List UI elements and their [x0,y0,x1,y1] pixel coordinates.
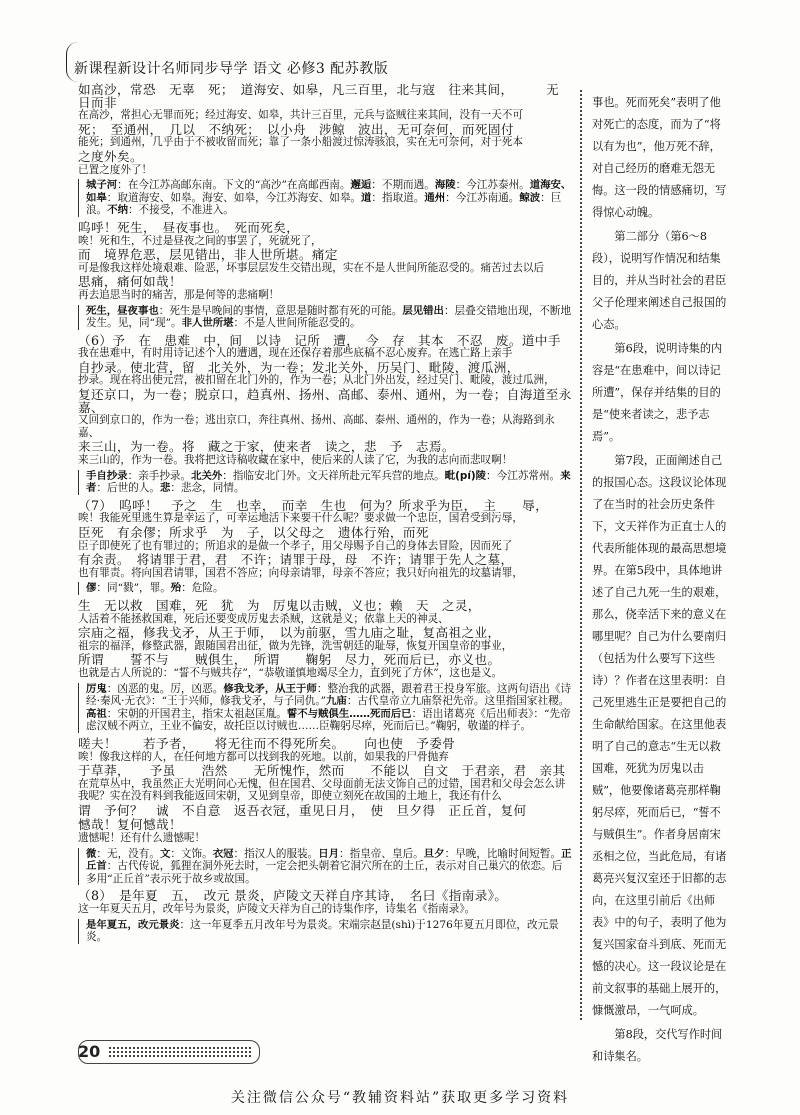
classical-text: 自抄录。使北营，留 北关外，为一卷；发北关外，历吴门、毗陵，渡瓜洲， [78,359,520,375]
text-paragraph [78,497,572,525]
classical-text: （7） 呜呼！ 予之 生 也幸， 而幸 生也 何为？所求乎为臣， 主 辱， [78,497,549,513]
text-paragraph [78,148,572,176]
text-paragraph [78,765,572,803]
translation-text: 在荒草丛中，我虽然正大光明问心无愧，但在国君、父母面前无法文饰自己的过错，国君和父母会怎么讲我呢？实在没有料到我能返回宋朝，又见到皇帝，即使立刻死在故国的土地上，我还有什么 [78,777,566,803]
classical-text: 所谓 誓不与 贼俱生， 所谓 鞠躬 尽力，死而后已，亦义也。 [78,652,501,668]
text-paragraph [78,84,572,122]
classical-text: 呜呼！死生， 昼夜事也。 死而死矣， [78,219,300,235]
text-paragraph [78,735,572,763]
text-paragraph [78,389,572,439]
analysis-paragraph: 第7段，正面阐述自己的报国心态。这段议论体现了在当时的社会历史条件下，文天祥作为正直士人的代表所能体现的最高思想境界。在第5段中，具体地讲述了自己九死一生的艰难，那么，侥幸活下来的意义在哪里呢？自己为什么要南归（包括为什么要写下这些诗）？作者在这里表明：自己死里逃生正是要把自己的生命献给国家。在这里他表明了自己的意志“生无以救国难，死犹为厉鬼以击贼”，他要像诸葛亮那样鞠躬尽瘁，死而后已，“誓不与贼俱生”。作者身居南宋丞相之位，当此危局，有诸葛亮兴复汉室还于旧都的志向，在这里引前后《出师表》中的句子，表明了他为复兴国家奋斗到底、死而无憾的决心。这一段议论是在前文叙事的基础上展开的，慷慨激昂，一气呵成。 [592,454,727,1017]
annotation-notes: 死生，昼夜事也：死生是早晚间的事情，意思是随时都有死的可能。层见错出：层叠交错地出现，不断地发生。见，同“现”。非人世所堪：不是人世间所能忍受的。 [78,305,572,330]
translation-text: 已置之度外了！ [78,163,153,176]
analysis-sidebar [592,92,730,1063]
annotation-notes: 城子河：在今江苏高邮东南。下文的“高沙”在高邮西南。邂逅：不期而遇。海陵：今江苏泰州。道海安、如皋：取道海安、如皋。海安、如皋，今江苏海安、如皋。道：指取道。通州：今江苏南通。鲸波：巨浪。不纳：不接受，不准进入。 [78,179,572,217]
translation-text: 祖宗的福泽，修整武器，跟随国君出征，做为先锋，洗雪朝廷的耻辱，恢复开国皇帝的事业， [78,639,513,652]
classical-text: 而 境界危恶，层见错出，非人世所堪。痛定 [78,247,338,263]
text-paragraph [78,441,572,466]
annotation-notes: 微：无，没有。文：文饰。衣冠：指汉人的服装。日月：指皇帝、皇后。旦夕：早晚，比喻时间短暂。正丘首：古代传说，狐狸在洞外死去时，一定会把头朝着它洞穴所在的土丘，表示对自己巢穴的依恋。后多用“正丘首”表示死于故乡或故国。 [78,848,572,886]
text-paragraph [78,527,572,552]
text-paragraph [78,654,572,679]
translation-text: 也就是古人所说的：“誓不与贼共存”，“恭敬谨慎地竭尽全力，直到死了方休”，这也是义。 [78,666,503,679]
text-paragraph [78,276,572,301]
translation-text: 臣子即使死了也有罪过的；所追求的是做一个孝子，用父母赐予自己的身体去冒险，因而死了 [78,539,513,552]
footer-dot-pattern [108,1046,253,1058]
page-header: 新课程新设计名师同步导学 语文 必修3 配苏教版 [74,61,389,77]
translation-text: 人活着不能拯救国难，死后还要变成厉鬼去杀贼，这就是义；依靠上天的神灵、 [78,612,449,625]
text-paragraph [78,332,572,360]
text-paragraph [78,554,572,579]
analysis-paragraph: 第6段，说明诗集的内容是“在患难中，间以诗记所遭”，保存并结集的目的是“使来者读之，悲予志焉”。 [592,342,723,443]
text-paragraph [78,219,572,247]
classical-text: 思痛，痛何如哉！ [78,274,182,290]
classical-text: 如高沙，常恐 无辜 死； 道海安、如皋，凡三百里，北与寇 往来其间， 无 日而非 [78,82,573,110]
page-number: 20 [78,1042,101,1061]
text-paragraph [78,819,572,844]
classical-text: 死； 至通州， 几以 不纳死； 以小舟 涉鲸 波出，无可奈何，而死固付 [78,121,514,137]
translation-text: 再去追思当时的痛苦，那是何等的悲痛啊！ [78,288,280,301]
annotation-notes: 厉鬼：凶恶的鬼。厉，凶恶。修我戈矛，从王于师：整治我的武器，跟着君王投身军旅。这两句语出《诗经·秦风·无衣》：“王于兴师，修我戈矛，与子同仇。”九庙：古代皇帝立九庙祭祀先帝。这里指国家社稷。高祖：宋朝的开国君主，指宋太祖赵匡胤。誓不与贼俱生……死而后已：语出诸葛亮《后出师表》：“先帝虑汉贼不两立，王业不偏安，故托臣以讨贼也……臣鞠躬尽瘁，死而后已。”鞠躬，敬谨的样子。 [78,683,572,733]
text-paragraph [78,249,572,274]
translation-text: 遗憾呢！还有什么遗憾呢！ [78,832,206,845]
analysis-paragraph: 第8段，交代写作时间和诗集名。 [592,1028,723,1063]
classical-text: 宗庙之福，修我戈矛，从王于师， 以为前驱，雪九庙之耻，复高祖之业， [78,625,501,641]
text-paragraph [78,121,572,149]
translation-text: 可是像我这样处境艰难、险恶，坏事层层发生交错出现，实在不是人世间所能忍受的。痛苦过去以后 [78,261,545,274]
classical-text: （6）予 在 患难 中，间 以诗 记所 遭， 今 存 其本 不忍 废。道中手 [78,332,561,348]
column-divider [580,90,582,1020]
classical-text: 来三山，为一卷。将 藏之于家，使来者 读之，悲 予 志焉。 [78,439,455,455]
classical-text: 谓 予何？ 诚 不自意 返吾衣冠，重见日月， 使 旦夕得 正丘首，复何 [78,802,527,818]
translation-text: 唉！死和生，不过是昼夜之间的事罢了，死就死了， [78,234,322,247]
text-paragraph [78,802,572,818]
classical-text: 于草莽， 予虽 浩然 无所愧怍，然而 不能以 自文 于君亲，君 亲其 [78,763,566,779]
translation-text: 能死；到通州，几乎由于不被收留而死；靠了一条小船渡过惊涛骇浪，实在无可奈何，对于死本 [78,136,523,149]
translation-text: 又回到京口的，作为一卷；逃出京口，奔往真州、扬州、高邮、泰州、通州的，作为一卷；从海路到永嘉、 [78,414,555,439]
translation-text: 唉！我能死里逃生算是幸运了，可幸运地活下来要干什么呢？要求做一个忠臣，国君受到污辱， [78,512,523,525]
annotation-notes: 是年夏五，改元景炎：这一年夏季五月改年号为景炎。宋端宗赵昰(shì)于1276年夏五月即位，改元景炎。 [78,919,572,944]
translation-text: 也有罪责。将向国君请罪，国君不答应；向母亲请罪，母亲不答应；我只好向祖先的坟墓请罪， [78,566,523,579]
translation-text: 这一年夏天五月，改年号为景炎，庐陵文天祥为自己的诗集作序，诗集名《指南录》。 [78,903,476,916]
classical-text: 之度外矣。 [78,148,143,164]
text-paragraph [78,627,572,652]
translation-text: 我在患难中，有时用诗记述个人的遭遇，现在还保存着那些底稿不忍心废弃。在逃亡路上亲手 [78,347,513,360]
classical-text: 复还京口，为一卷；脱京口，趋真州、扬州、高邮、泰州、通州，为一卷；自海道至永嘉、 [78,387,572,415]
classical-text: 臣死 有余僇；所求乎 为 子，以父母之 遗体行殆，而死 [78,525,429,540]
classical-text: 生 无以救 国难，死 犹 为 厉鬼以击贼，义也；赖 天 之灵， [78,597,481,613]
classical-text: 嗟夫！ 若予者， 将无往而不得死所矣。 向也使 予委骨 [78,735,456,751]
translation-text: 来三山的，作为一卷。我将把这诗稿收藏在家中，使后来的人读了它，为我的志向而悲叹啊！ [78,454,513,467]
annotation-notes: 僇：同“戮”，罪。殆：危险。 [78,582,572,595]
footer-note: 关注微信公众号“教辅资料站”获取更多学习资料 [230,1090,570,1106]
main-text-column [78,84,572,1034]
text-paragraph [78,359,572,387]
analysis-paragraph: 事也。死而死矣”表明了他对死亡的态度，而为了“将以有为也”，他万死不辞，对自己经历的磨难无怨无悔。这一段的情感痛切，写得惊心动魄。 [592,96,727,219]
classical-text: 憾哉！复何憾哉！ [78,817,182,833]
analysis-paragraph: 第二部分（第6～8段），说明写作情况和结集目的，并从当时社会的君臣父子伦理来阐述自己报国的心态。 [592,230,727,331]
translation-text: 唉！像我这样的人，在任何地方都可以找到我的死地。以前，如果我的尸骨抛弃 [78,750,449,763]
translation-text: 在高沙，常担心无罪而死；经过海安、如皋，共计三百里，元兵与盗贼往来其间，没有一天不可 [78,109,523,122]
translation-text: 抄录。现在将出使元营，被扣留在北门外的，作为一卷；从北门外出发，经过吴门、毗陵，渡过瓜洲， [78,374,555,387]
text-paragraph [78,890,572,915]
classical-text: （8） 是年夏 五， 改元 景炎，庐陵文天祥自序其诗， 名曰《指南录》。 [78,888,508,904]
classical-text: 有余责。 将请罪于君，君 不许；请罪于母，母 不许；请罪于先人之墓， [78,552,514,568]
annotation-notes: 手自抄录：亲手抄录。北关外：指临安北门外。文天祥所赴元军兵营的地点。毗(pí)陵：今江苏常州。来者：后世的人。悲：悲念，同情。 [78,470,572,495]
text-paragraph [78,597,572,625]
